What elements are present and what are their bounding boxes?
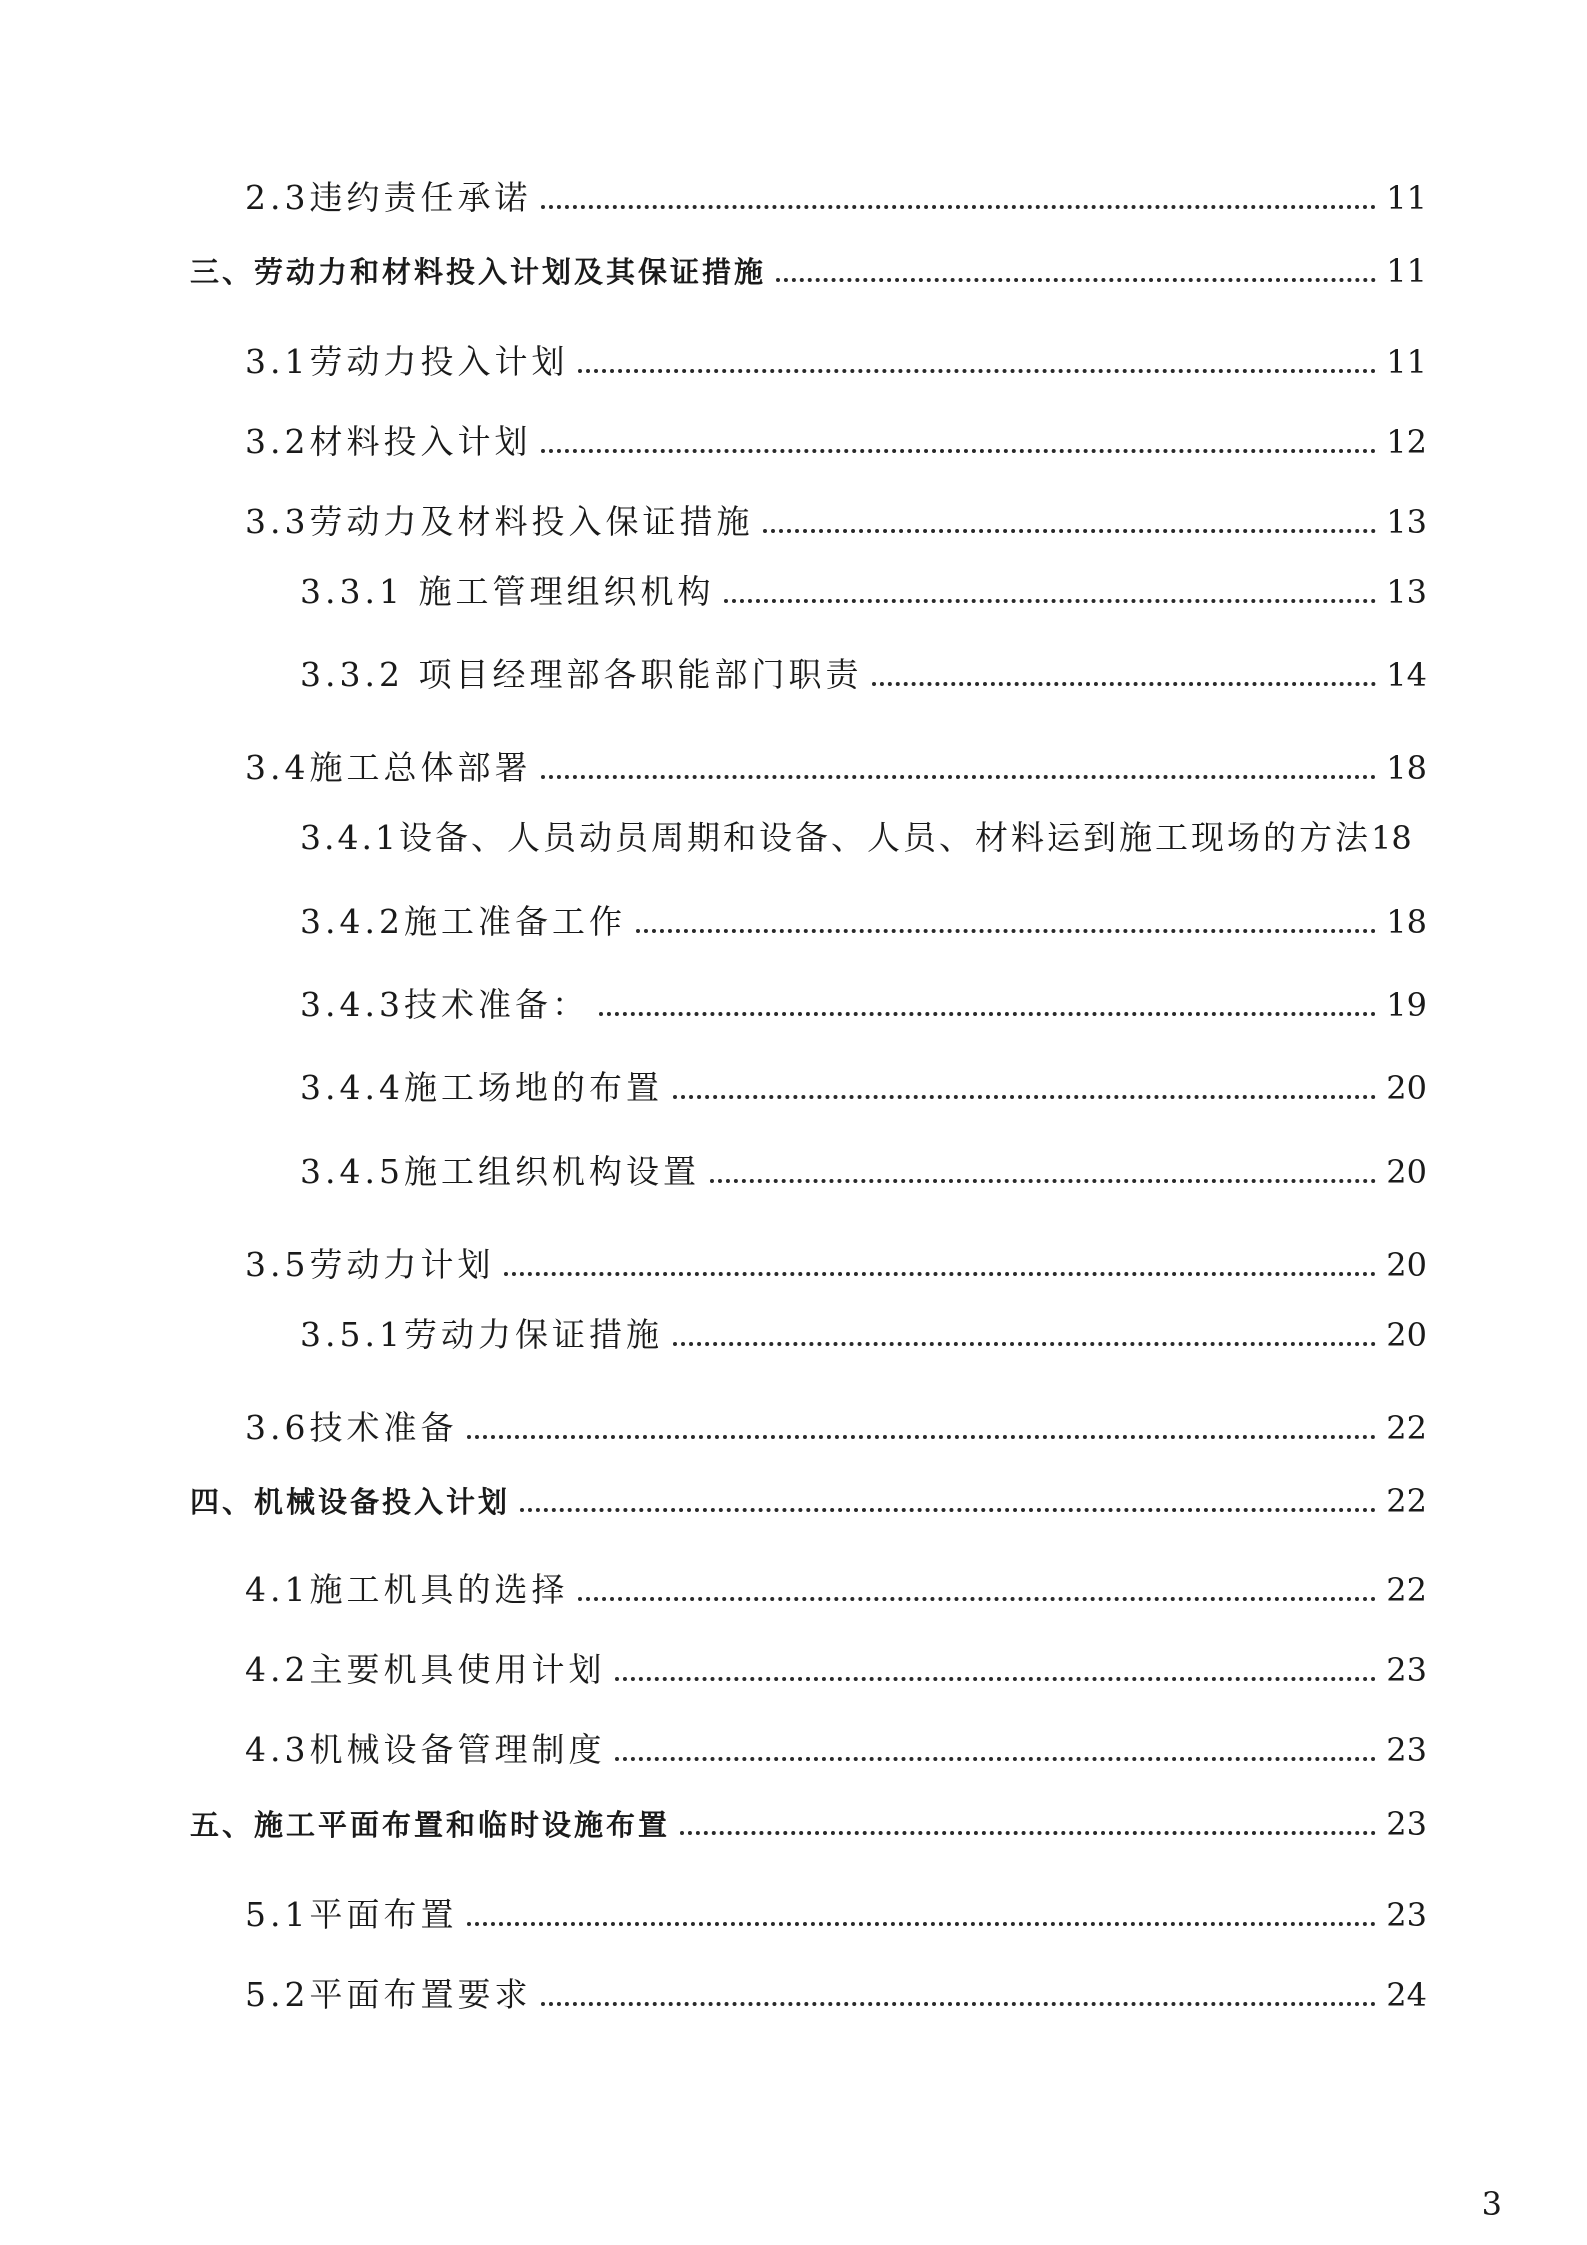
toc-leader-dots bbox=[578, 369, 1376, 373]
toc-entry-page: 20 bbox=[1386, 1246, 1427, 1284]
toc-entry-page: 23 bbox=[1386, 1731, 1427, 1769]
toc-entry-page: 18 bbox=[1386, 903, 1427, 941]
toc-leader-dots bbox=[541, 775, 1376, 779]
toc-entry-page: 24 bbox=[1386, 1976, 1427, 2014]
toc-entry-3-5[interactable] bbox=[245, 1245, 1427, 1285]
toc-leader-dots bbox=[680, 1831, 1376, 1835]
toc-entry-page: 11 bbox=[1386, 179, 1427, 217]
toc-entry-title: 3.4.4施工场地的布置 bbox=[300, 1068, 663, 1107]
toc-entry-title: 5.1平面布置 bbox=[245, 1895, 458, 1934]
toc-entry-3-4-1[interactable] bbox=[300, 818, 1427, 858]
toc-entry-section-5[interactable] bbox=[190, 1805, 1427, 1843]
toc-entry-title: 3.5劳动力计划 bbox=[245, 1245, 495, 1284]
toc-leader-dots bbox=[520, 1508, 1376, 1512]
toc-leader-dots bbox=[467, 1922, 1376, 1926]
toc-entry-title: 3.3.1 施工管理组织机构 bbox=[300, 572, 715, 611]
toc-entry-page: 22 bbox=[1386, 1409, 1427, 1447]
toc-entry-title: 三、劳动力和材料投入计划及其保证措施 bbox=[190, 255, 767, 289]
toc-entry-3-4[interactable] bbox=[245, 748, 1427, 788]
toc-entry-page: 14 bbox=[1386, 656, 1427, 694]
toc-entry-4-2[interactable] bbox=[245, 1650, 1427, 1690]
toc-entry-3-3-2[interactable] bbox=[300, 655, 1427, 695]
toc-entry-title: 3.3劳动力及材料投入保证措施 bbox=[245, 502, 754, 541]
toc-leader-dots bbox=[710, 1179, 1376, 1183]
toc-entry-page: 20 bbox=[1386, 1316, 1427, 1354]
toc-leader-dots bbox=[636, 929, 1376, 933]
toc-entry-title: 2.3违约责任承诺 bbox=[245, 178, 532, 217]
toc-entry-title: 3.4.2施工准备工作 bbox=[300, 902, 626, 941]
toc-entry-4-3[interactable] bbox=[245, 1730, 1427, 1770]
page-number: 3 bbox=[1481, 2185, 1502, 2223]
toc-entry-title: 3.4.3技术准备： bbox=[300, 985, 589, 1024]
toc-entry-page: 12 bbox=[1386, 423, 1427, 461]
toc-leader-dots bbox=[599, 1012, 1376, 1016]
toc-entry-section-4[interactable] bbox=[190, 1482, 1427, 1520]
toc-entry-3-4-5[interactable] bbox=[300, 1152, 1427, 1192]
toc-leader-dots bbox=[615, 1757, 1376, 1761]
toc-entry-title: 四、机械设备投入计划 bbox=[190, 1485, 511, 1519]
toc-entry-title: 5.2平面布置要求 bbox=[245, 1975, 532, 2014]
toc-entry-page: 18 bbox=[1370, 819, 1412, 857]
toc-entry-3-1[interactable] bbox=[245, 342, 1427, 382]
toc-entry-3-5-1[interactable] bbox=[300, 1315, 1427, 1355]
toc-entry-page: 20 bbox=[1386, 1153, 1427, 1191]
toc-entry-title: 3.2材料投入计划 bbox=[245, 422, 532, 461]
toc-leader-dots bbox=[673, 1095, 1376, 1099]
toc-entry-page: 11 bbox=[1386, 343, 1427, 381]
toc-entry-5-2[interactable] bbox=[245, 1975, 1427, 2015]
toc-entry-page: 23 bbox=[1386, 1805, 1427, 1843]
toc-leader-dots bbox=[724, 599, 1376, 603]
toc-leader-dots bbox=[467, 1435, 1376, 1439]
toc-leader-dots bbox=[504, 1272, 1376, 1276]
toc-entry-title: 4.2主要机具使用计划 bbox=[245, 1650, 606, 1689]
toc-entry-title: 4.3机械设备管理制度 bbox=[245, 1730, 606, 1769]
toc-entry-page: 20 bbox=[1386, 1069, 1427, 1107]
toc-entry-page: 23 bbox=[1386, 1896, 1427, 1934]
toc-entry-page: 23 bbox=[1386, 1651, 1427, 1689]
toc-entry-3-3-1[interactable] bbox=[300, 572, 1427, 612]
toc-entry-3-4-4[interactable] bbox=[300, 1068, 1427, 1108]
toc-entry-title: 3.4.5施工组织机构设置 bbox=[300, 1152, 700, 1191]
toc-entry-2-3[interactable] bbox=[245, 178, 1427, 218]
toc-entry-section-3[interactable] bbox=[190, 252, 1427, 290]
toc-entry-page: 19 bbox=[1386, 986, 1427, 1024]
toc-entry-page: 13 bbox=[1386, 503, 1427, 541]
toc-entry-title: 3.3.2 项目经理部各职能部门职责 bbox=[300, 655, 863, 694]
toc-entry-page: 11 bbox=[1386, 252, 1427, 290]
toc-entry-3-2[interactable] bbox=[245, 422, 1427, 462]
toc-leader-dots bbox=[776, 278, 1376, 282]
toc-entry-title: 五、施工平面布置和临时设施布置 bbox=[190, 1808, 671, 1842]
toc-leader-dots bbox=[578, 1597, 1376, 1601]
toc-entry-title: 3.5.1劳动力保证措施 bbox=[300, 1315, 663, 1354]
toc-leader-dots bbox=[763, 529, 1376, 533]
toc-leader-dots bbox=[872, 682, 1376, 686]
toc-entry-title: 3.4.1设备、人员动员周期和设备、人员、材料运到施工现场的方法 bbox=[300, 818, 1371, 857]
toc-leader-dots bbox=[541, 205, 1376, 209]
toc-entry-3-3[interactable] bbox=[245, 502, 1427, 542]
toc-entry-page: 13 bbox=[1386, 573, 1427, 611]
toc-entry-title: 3.1劳动力投入计划 bbox=[245, 342, 569, 381]
toc-entry-3-4-3[interactable] bbox=[300, 985, 1427, 1025]
toc-leader-dots bbox=[615, 1677, 1376, 1681]
toc-entry-title: 4.1施工机具的选择 bbox=[245, 1570, 569, 1609]
toc-entry-4-1[interactable] bbox=[245, 1570, 1427, 1610]
toc-entry-page: 18 bbox=[1386, 749, 1427, 787]
toc-entry-3-4-2[interactable] bbox=[300, 902, 1427, 942]
toc-leader-dots bbox=[673, 1342, 1376, 1346]
toc-entry-3-6[interactable] bbox=[245, 1408, 1427, 1448]
toc-entry-page: 22 bbox=[1386, 1482, 1427, 1520]
toc-entry-title: 3.4施工总体部署 bbox=[245, 748, 532, 787]
toc-entry-page: 22 bbox=[1386, 1571, 1427, 1609]
toc-leader-dots bbox=[541, 2002, 1376, 2006]
toc-entry-5-1[interactable] bbox=[245, 1895, 1427, 1935]
toc-leader-dots bbox=[541, 449, 1376, 453]
toc-entry-title: 3.6技术准备 bbox=[245, 1408, 458, 1447]
